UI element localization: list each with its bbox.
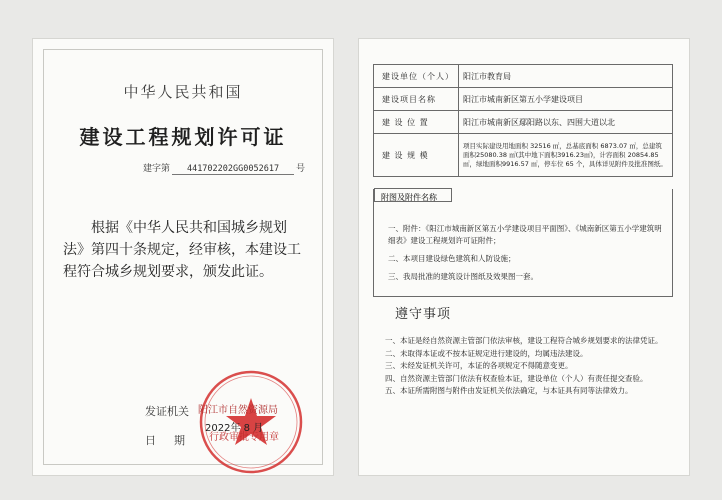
permit-detail-page bbox=[358, 38, 690, 476]
permit-prefix: 建字第 bbox=[143, 164, 171, 174]
permit-body-text: 根据《中华人民共和国城乡规划法》第四十条规定，经审核，本建设工程符合城乡规划要求，颁发此证。 bbox=[63, 220, 301, 280]
row-key: 建设项目名称 bbox=[374, 88, 459, 111]
table-row bbox=[374, 88, 673, 111]
permit-suffix: 号 bbox=[296, 164, 306, 174]
list-item: 一、本证是经自然资源主管部门依法审核，建设工程符合城乡规划要求的法律凭证。 bbox=[385, 336, 663, 345]
table-row bbox=[374, 134, 673, 177]
date-label: 日期 bbox=[145, 434, 203, 447]
table-row bbox=[374, 111, 673, 134]
list-item: 一、附件：《阳江市城南新区第五小学建设项目平面图》、《城南新区第五小学建筑明细表》建设工程规划许可证附件； bbox=[388, 224, 662, 245]
permit-number-row bbox=[143, 161, 305, 175]
attachments-box bbox=[373, 189, 673, 297]
list-item: 三、未经发证机关许可，本证的各项规定不得随意变更。 bbox=[385, 361, 573, 370]
permit-title: 建设工程规划许可证 bbox=[79, 125, 287, 149]
list-item: 二、未取得本证或不按本证规定进行建设的，均属违法建设。 bbox=[385, 348, 588, 358]
attachments-list bbox=[388, 223, 668, 289]
list-item: 五、本证所需附图与附件由发证机关依法确定，与本证具有同等法律效力。 bbox=[385, 386, 633, 395]
row-key: 建 设 位 置 bbox=[374, 111, 459, 134]
row-value: 阳江市城南新区鄢阳路以东、四围大道以北 bbox=[459, 111, 673, 134]
date-value: 2022年 8 月 bbox=[205, 423, 264, 434]
list-item: 二、本项目建设绿色建筑和人防设施； bbox=[388, 254, 516, 263]
notice-list bbox=[385, 335, 665, 398]
permit-number: 441702202GG0052617 bbox=[172, 164, 294, 175]
seal-text: 行政审批专用章 bbox=[209, 432, 279, 443]
issuer-value: 阳江市自然资源局 bbox=[198, 405, 278, 416]
list-item: 四、自然资源主管部门依法有权查验本证，建设单位（个人）有责任提交查验。 bbox=[385, 373, 648, 383]
country-heading: 中华人民共和国 bbox=[123, 83, 243, 101]
permit-cover-page bbox=[32, 38, 334, 476]
row-value: 阳江市教育局 bbox=[459, 65, 673, 88]
attachments-title: 附图及附件名称 bbox=[374, 188, 452, 202]
row-key: 建设单位（个人） bbox=[374, 65, 459, 88]
row-key: 建 设 规 模 bbox=[374, 134, 459, 177]
row-value: 阳江市城南新区第五小学建设项目 bbox=[459, 88, 673, 111]
notice-title: 遵守事项 bbox=[395, 307, 452, 322]
project-info-table bbox=[373, 64, 673, 177]
issuer-label: 发证机关 bbox=[145, 405, 189, 418]
table-row bbox=[374, 65, 673, 88]
row-value: 项目实际建设用地面积 32516 ㎡，总基底面积 6873.07 ㎡，总建筑面积25080.38 ㎡(其中地下面积3916.23㎡)，计容面积 20854.85 ㎡，绿地面积9916.57 ㎡，停车位 65 个，具体详见附件及批准图纸。 bbox=[459, 134, 673, 177]
list-item: 三、我局批准的建筑设计图纸及效果图一套。 bbox=[388, 272, 538, 281]
